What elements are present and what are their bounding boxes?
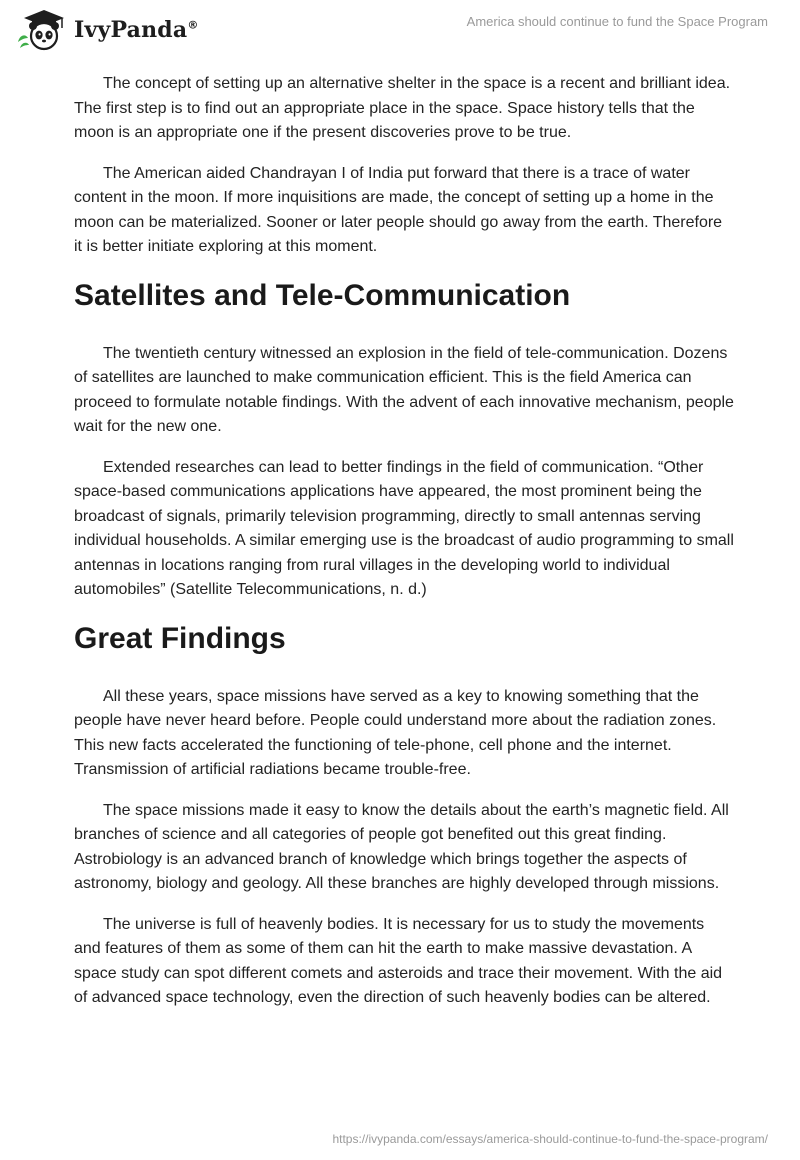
registered-mark: ® (187, 18, 199, 32)
paragraph: All these years, space missions have served as a key to knowing something that the people have never heard before. People could understand more about the radiation zones. This new facts accelerated the functioning of tele-phone, cell phone and the internet. Transmission of artificial radiations became trouble-free. (74, 687, 717, 778)
brand-name: IvyPanda® (74, 17, 199, 43)
essay-body (74, 72, 734, 1027)
paragraph: The universe is full of heavenly bodies. It is necessary for us to study the movements and features of them as some of them can hit the earth to make massive devastation. A space study can spot different comets and asteroids and trace their movement. With the aid of advanced space technology, even the direction of such heavenly bodies can be altered. (74, 915, 723, 1006)
paragraph: The American aided Chandrayan I of India put forward that there is a trace of water content in the moon. If more inquisitions are made, the concept of setting up a home in the moon can be materialized. Sooner or later people should go away from the earth. Therefore it is better initiate exploring at this moment. (74, 164, 723, 255)
section-heading: Satellites and Tele-Communication (74, 278, 571, 312)
page-header (0, 0, 800, 60)
panda-graduate-logo-icon (14, 8, 70, 52)
ivypanda-logo[interactable] (14, 8, 199, 52)
paragraph: Extended researches can lead to better findings in the field of communication. “Other space-based communications applications have appeared, the most prominent being the broadcast of signals, primarily television programming, directly to small antennas serving individual households. A similar emerging use is the broadcast of audio programming to small antennas in locations ranging from rural villages in the developing world to individual automobiles” (Satellite Telecommunications, n. d.) (74, 458, 734, 598)
section-heading: Great Findings (74, 621, 286, 655)
source-url[interactable]: https://ivypanda.com/essays/america-should-continue-to-fund-the-space-program/ (332, 1132, 768, 1146)
document-title: America should continue to fund the Space Program (466, 14, 768, 29)
paragraph: The concept of setting up an alternative shelter in the space is a recent and brilliant idea. The first step is to find out an appropriate place in the space. Space history tells that the moon is an appropriate one if the present discoveries prove to be true. (74, 75, 731, 141)
paragraph: The twentieth century witnessed an explosion in the field of tele-communication. Dozens of satellites are launched to make communication efficient. This is the field America can proceed to formulate notable findings. With the advent of each innovative mechanism, people wait for the new one. (74, 344, 734, 435)
paragraph: The space missions made it easy to know the details about the earth’s magnetic field. All branches of science and all categories of people got benefited out this great finding. Astrobiology is an advanced branch of knowledge which brings together the aspects of astronomy, biology and geology. All these branches are highly developed through missions. (74, 801, 729, 892)
